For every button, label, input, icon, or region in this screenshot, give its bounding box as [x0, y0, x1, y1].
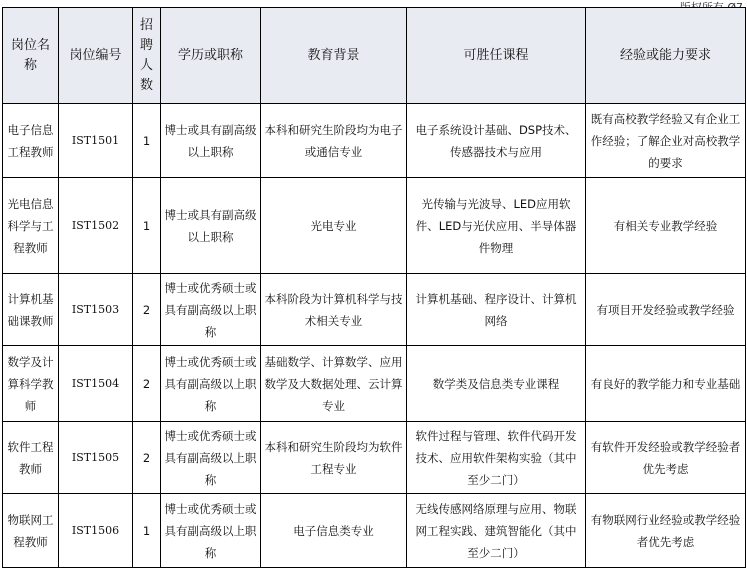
cell-position-code: IST1505	[59, 422, 133, 494]
cell-hire-count: 2	[133, 346, 161, 422]
recruitment-table	[2, 7, 746, 568]
header-requirements: 经验或能力要求	[586, 8, 746, 104]
cell-courses: 无线传感网络原理与应用、物联网工程实践、建筑智能化（其中至少二门）	[407, 494, 586, 568]
header-degree: 学历或职称	[161, 8, 261, 104]
cell-hire-count: 2	[133, 422, 161, 494]
cell-hire-count: 1	[133, 178, 161, 274]
header-courses: 可胜任课程	[407, 8, 586, 104]
cell-position-code: IST1502	[59, 178, 133, 274]
cell-requirements: 有项目开发经验或教学经验	[586, 274, 746, 346]
cell-courses: 软件过程与管理、软件代码开发技术、应用软件架构实验（其中至少二门）	[407, 422, 586, 494]
table-row	[3, 178, 746, 274]
cell-hire-count: 1	[133, 104, 161, 178]
cell-position-name: 物联网工程教师	[3, 494, 59, 568]
cell-position-code: IST1501	[59, 104, 133, 178]
cell-education: 本科和研究生阶段均为软件工程专业	[261, 422, 407, 494]
header-position-code: 岗位编号	[59, 8, 133, 104]
cell-position-name: 计算机基础课教师	[3, 274, 59, 346]
cell-education: 基础数学、计算数学、应用数学及大数据处理、云计算专业	[261, 346, 407, 422]
cell-position-code: IST1504	[59, 346, 133, 422]
header-position-name: 岗位名称	[3, 8, 59, 104]
cell-education: 本科阶段为计算机科学与技术相关专业	[261, 274, 407, 346]
table-row	[3, 346, 746, 422]
header-education: 教育背景	[261, 8, 407, 104]
cell-position-code: IST1506	[59, 494, 133, 568]
cell-degree: 博士或优秀硕士或具有副高级以上职称	[161, 494, 261, 568]
cell-position-name: 电子信息工程教师	[3, 104, 59, 178]
cell-position-name: 软件工程教师	[3, 422, 59, 494]
cell-requirements: 既有高校教学经验又有企业工作经验；了解企业对高校教学的要求	[586, 104, 746, 178]
cell-position-name: 光电信息科学与工程教师	[3, 178, 59, 274]
cell-education: 电子信息类专业	[261, 494, 407, 568]
cell-education: 光电专业	[261, 178, 407, 274]
cell-degree: 博士或优秀硕士或具有副高级以上职称	[161, 422, 261, 494]
cell-hire-count: 2	[133, 274, 161, 346]
cell-courses: 数学类及信息类专业课程	[407, 346, 586, 422]
cell-education: 本科和研究生阶段均为电子或通信专业	[261, 104, 407, 178]
table-row	[3, 274, 746, 346]
table-row	[3, 494, 746, 568]
cell-requirements: 有良好的教学能力和专业基础	[586, 346, 746, 422]
cell-courses: 计算机基础、程序设计、计算机网络	[407, 274, 586, 346]
header-hire-count: 招聘人数	[133, 8, 161, 104]
cell-degree: 博士或具有副高级以上职称	[161, 104, 261, 178]
cell-requirements: 有相关专业教学经验	[586, 178, 746, 274]
cell-requirements: 有物联网行业经验或教学经验者优先考虑	[586, 494, 746, 568]
cell-degree: 博士或优秀硕士或具有副高级以上职称	[161, 274, 261, 346]
table-row	[3, 422, 746, 494]
table-row	[3, 104, 746, 178]
table-header-row	[3, 8, 746, 104]
cell-courses: 电子系统设计基础、DSP技术、传感器技术与应用	[407, 104, 586, 178]
cell-position-code: IST1503	[59, 274, 133, 346]
cell-requirements: 有软件开发经验或教学经验者优先考虑	[586, 422, 746, 494]
cell-hire-count: 1	[133, 494, 161, 568]
cell-courses: 光传输与光波导、LED应用软件、LED与光伏应用、半导体器件物理	[407, 178, 586, 274]
cell-degree: 博士或优秀硕士或具有副高级以上职称	[161, 346, 261, 422]
cell-degree: 博士或具有副高级以上职称	[161, 178, 261, 274]
cell-position-name: 数学及计算科学教师	[3, 346, 59, 422]
